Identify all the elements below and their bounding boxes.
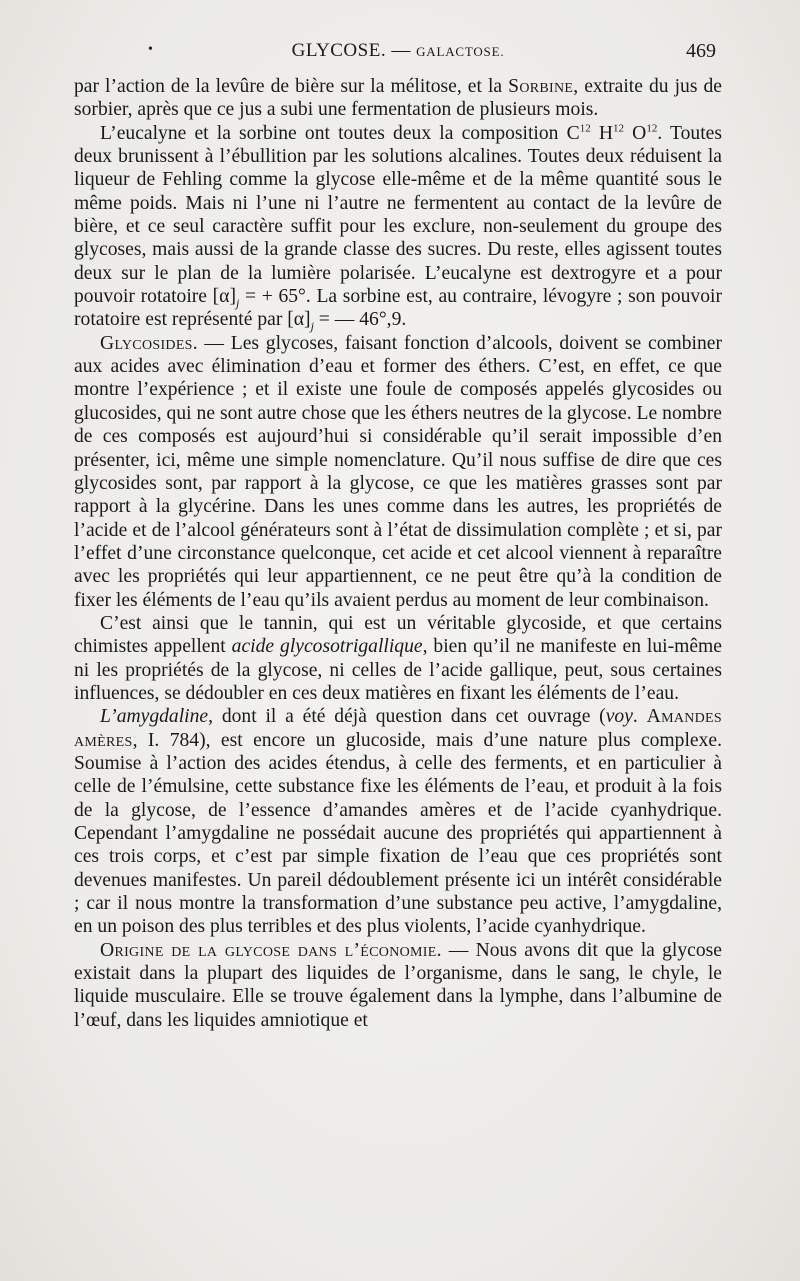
text-run: . — Nous avons dit que la glycose existait dans la plupart des liquides de l’organisme, dans le sang, le chyle, le liquide musculaire. Elle se trouve également dans la lymphe, dans l’albumine de l’œuf, dans les liquides amniotique et — [74, 939, 722, 1031]
text-run: . — [632, 706, 647, 728]
term-amygdaline: L’amygdaline — [100, 706, 209, 728]
paragraph-origine — [74, 939, 722, 1032]
text-run: C’est ainsi que le tannin, qui est un véritable glycoside, et que certains chimistes appellent — [74, 612, 722, 658]
term-voy: voy — [605, 706, 633, 728]
paragraph-glycosides — [74, 332, 722, 612]
body-text — [74, 75, 722, 1032]
text-run: . — Les glycoses, faisant fonction d’alcools, doivent se combiner aux acides avec élimination d’eau et former des éthers. C’est, en effet, ce que montre l’expérience ; et il existe une foule de composés appelés glycosides ou glucosides, qui ne sont autre chose que les éthers neutres de la glycose. Le nombre de ces composés est aujourd’hui si considérable qu’il serait impossible d’en présenter, ici, même une simple nomenclature. Qu’il nous suffise de dire que ces glycosides sont, par rapport à la glycose, ce que les matières grasses sont par rapport à la glycérine. Dans les unes comme dans les autres, les propriétés de l’acide et de l’alcool générateurs sont à l’état de dissimulation complète ; et si, par l’effet d’une circonstance quelconque, cet acide et cet alcool viennent à reparaître avec les propriétés qui leur appartiennent, ce ne peut être qu’à la condition de fixer les éléments de l’eau qu’ils avaient perdus au moment de leur combinaison. — [74, 332, 722, 611]
section-heading-glycosides: Glycosides — [100, 332, 193, 354]
formula-superscript: 12 — [646, 122, 658, 135]
text-run: = + 65°. La sorbine est, au contraire, lévogyre ; son pouvoir rotatoire est représenté par [α] — [74, 286, 722, 331]
text-run: , dont il a été déjà question dans cet ouvrage ( — [208, 706, 606, 728]
text-run: O — [624, 122, 647, 144]
text-run: H — [590, 122, 613, 144]
header-separator: — — [386, 40, 417, 61]
text-run: par l’action de la levûre de bière sur la mélitose, et la — [74, 76, 509, 97]
text-run: , I. 784), est encore un glucoside, mais d’une nature plus complexe. Soumise à l’action des acides étendus, à celle des ferments, et en particulier à celle de l’émulsine, cette substance fixe les éléments de l’eau, et produit à la fois de la glycose, de l’essence d’amandes amères et de l’acide cyanhydrique. Cependant l’amygdaline ne possédait aucune des propriétés qui appartiennent à ces trois corps, et c’est par simple fixation de l’eau que ces propriétés sont devenues manifestes. Un pareil dédoublement présente ici un intérêt considérable ; car il nous montre la transformation d’une substance peu active, l’amygdaline, en un poison des plus terribles et des plus violents, l’acide cyanhydrique. — [74, 729, 722, 938]
text-run: . Toutes deux brunissent à l’ébullition par les solutions alcalines. Toutes deux réduisent la liqueur de Fehling comme la glycose elle-même et de la même quantité sous le même poids. Mais ni l’une ni l’autre ne fermentent au contact de la levûre de bière, et ce seul caractère suffit pour les exclure, non-seulement du groupe des glycoses, mais aussi de la grande classe des sucres. Du reste, elles agissent toutes deux sur le plan de la lumière polarisée. L’eucalyne est dextrogyre et a pour pouvoir rotatoire [α] — [74, 122, 722, 308]
page-number: 469 — [686, 40, 716, 62]
paragraph-sorbine — [74, 75, 722, 122]
paragraph-tannin — [74, 612, 722, 705]
rotation-subscript: j — [310, 319, 314, 334]
formula-superscript: 12 — [579, 122, 591, 135]
text-run: = — 46°,9. — [313, 309, 407, 331]
section-heading-origine: Origine de la glycose dans l’économie — [100, 939, 437, 961]
paragraph-eucalyne — [74, 122, 722, 332]
text-run: , extraite du jus de sorbier, après que ce jus a subi une fermentation de plusieurs mois. — [74, 76, 722, 121]
running-title — [74, 40, 722, 62]
term-acide-glycosotrigallique: acide glycosotrigallique — [231, 636, 423, 658]
running-header — [74, 40, 722, 68]
header-subtitle: GALACTOSE. — [416, 44, 505, 59]
printer-mark: • — [148, 42, 153, 57]
text-run: , bien qu’il ne manifeste en lui-même ni les propriétés de la glycose, ni celles de l’acide gallique, peut, sous certaines influences, se dédoubler en ces deux matières en fixant les éléments de l’eau. — [74, 636, 722, 704]
term-sorbine: Sorbine — [508, 76, 574, 97]
paragraph-amygdaline — [74, 705, 722, 938]
text-run: L’eucalyne et la sorbine ont toutes deux la composition C — [100, 122, 580, 144]
formula-superscript: 12 — [613, 122, 624, 135]
rotation-subscript: j — [235, 296, 240, 310]
cross-reference-amandes-ameres: Amandes amères — [74, 706, 722, 751]
header-title: GLYCOSE. — [291, 40, 387, 61]
